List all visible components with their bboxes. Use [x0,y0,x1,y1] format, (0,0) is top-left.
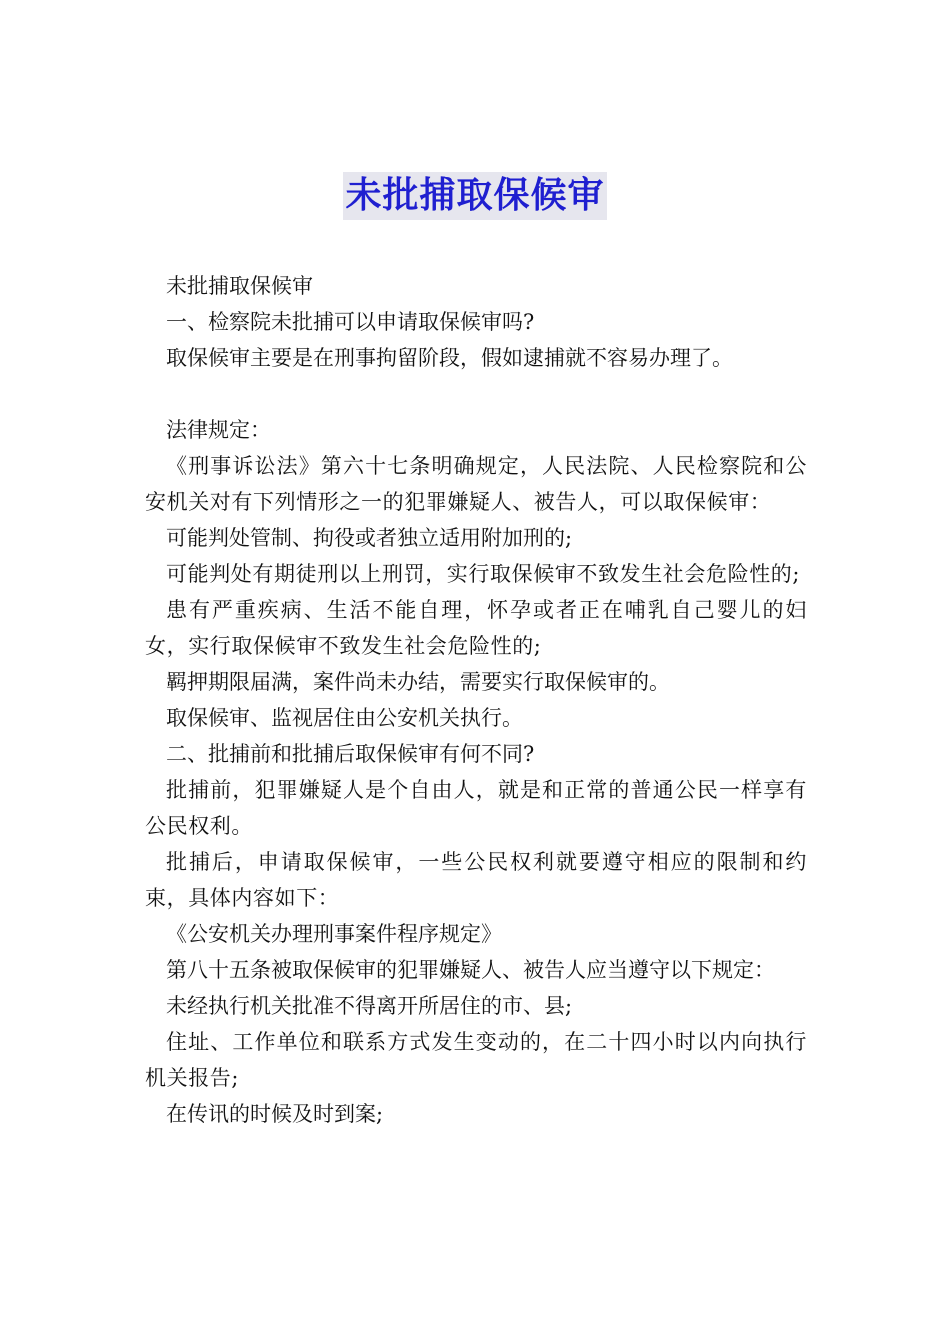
paragraph-before-arrest: 批捕前，犯罪嫌疑人是个自由人，就是和正常的普通公民一样享有公民权利。 [145,778,807,838]
paragraph-condition-1: 可能判处管制、拘役或者独立适用附加刑的; [166,526,573,550]
paragraph-legal-label: 法律规定： [166,418,271,442]
paragraph-condition-4: 羁押期限届满，案件尚未办结，需要实行取保候审的。 [166,670,670,694]
blank-line [145,376,807,412]
paragraph-regulation-title: 《公安机关办理刑事案件程序规定》 [166,922,502,946]
paragraph-condition-2: 可能判处有期徒刑以上刑罚，实行取保候审不致发生社会危险性的; [166,562,801,586]
paragraph-question-2: 二、批捕前和批捕后取保候审有何不同? [166,742,535,766]
paragraph-condition-3: 患有严重疾病、生活不能自理，怀孕或者正在哺乳自己婴儿的妇女，实行取保候审不致发生社会危险性的; [145,598,807,658]
title-container [0,172,950,220]
paragraph-answer-1: 取保候审主要是在刑事拘留阶段，假如逮捕就不容易办理了。 [166,346,733,370]
paragraph-law-article-67: 《刑事诉讼法》第六十七条明确规定，人民法院、人民检察院和公安机关对有下列情形之一的犯罪嫌疑人、被告人，可以取保候审： [145,454,807,514]
paragraph-question-1: 一、检察院未批捕可以申请取保候审吗? [166,310,535,334]
paragraph-execution: 取保候审、监视居住由公安机关执行。 [166,706,523,730]
document-body [145,268,807,1132]
paragraph-heading: 未批捕取保候审 [166,274,313,298]
paragraph-after-arrest: 批捕后，申请取保候审，一些公民权利就要遵守相应的限制和约束，具体内容如下： [145,850,807,910]
paragraph-rule-3: 在传讯的时候及时到案; [166,1102,384,1126]
paragraph-article-85: 第八十五条被取保候审的犯罪嫌疑人、被告人应当遵守以下规定： [166,958,775,982]
paragraph-rule-2: 住址、工作单位和联系方式发生变动的，在二十四小时以内向执行机关报告; [145,1030,807,1090]
document-title: 未批捕取保候审 [343,172,606,220]
paragraph-rule-1: 未经执行机关批准不得离开所居住的市、县; [166,994,573,1018]
